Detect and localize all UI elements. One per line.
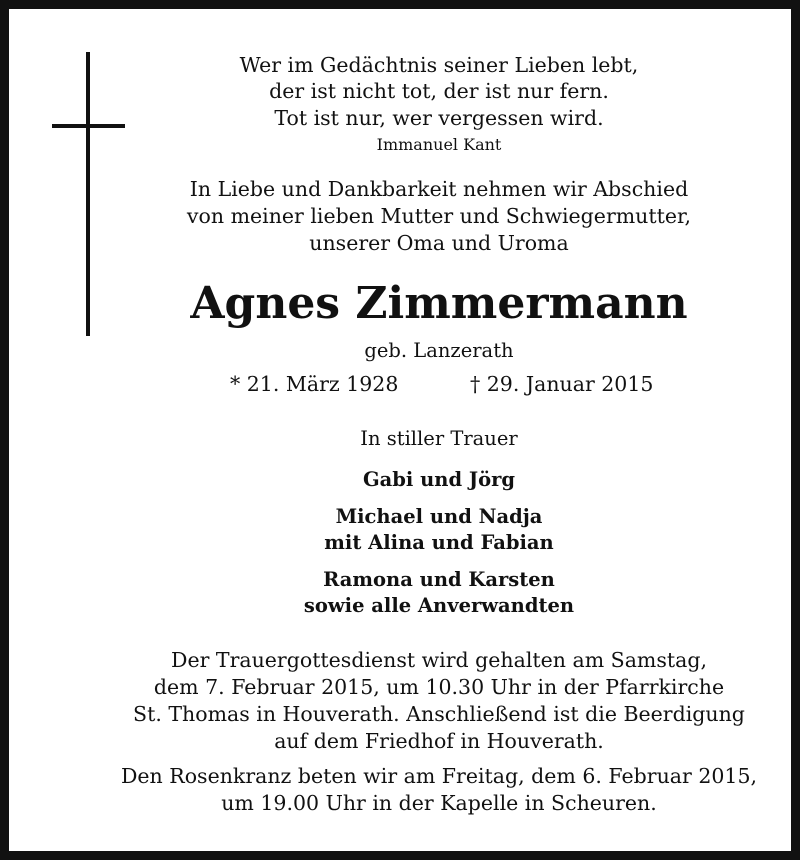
service-line: Der Trauergottesdienst wird gehalten am Samstag, xyxy=(171,648,707,672)
family-line: Gabi und Jörg xyxy=(362,468,516,491)
family-line: mit Alina und Fabian xyxy=(324,531,554,554)
service-line: auf dem Friedhof in Houverath. xyxy=(274,729,604,753)
death-date: † 29. Januar 2015 xyxy=(470,372,654,396)
rosary-line: Den Rosenkranz beten wir am Freitag, dem 6. Februar 2015, xyxy=(120,764,758,788)
service-line: dem 7. Februar 2015, um 10.30 Uhr in der Pfarrkirche xyxy=(153,675,725,699)
maiden-name: geb. Lanzerath xyxy=(364,339,514,362)
service-line: St. Thomas in Houverath. Anschließend ist die Beerdigung xyxy=(133,702,745,726)
family-line: Michael und Nadja xyxy=(335,505,543,528)
deceased-name: Agnes Zimmermann xyxy=(190,278,688,329)
rosary-line: um 19.00 Uhr in der Kapelle in Scheuren. xyxy=(221,791,657,815)
intro-line: unserer Oma und Uroma xyxy=(309,231,569,255)
quote-author: Immanuel Kant xyxy=(376,135,502,154)
family-line: Ramona und Karsten xyxy=(323,568,555,591)
quote-line: Tot ist nur, wer vergessen wird. xyxy=(274,106,604,130)
birth-date: * 21. März 1928 xyxy=(230,372,399,396)
family-line: sowie alle Anverwandten xyxy=(303,594,575,617)
intro-line: von meiner lieben Mutter und Schwiegermutter, xyxy=(186,204,692,228)
quote-line: der ist nicht tot, der ist nur fern. xyxy=(269,79,609,103)
intro-line: In Liebe und Dankbarkeit nehmen wir Abschied xyxy=(189,177,689,201)
quote-line: Wer im Gedächtnis seiner Lieben lebt, xyxy=(239,53,639,77)
mourning-heading: In stiller Trauer xyxy=(360,427,518,450)
